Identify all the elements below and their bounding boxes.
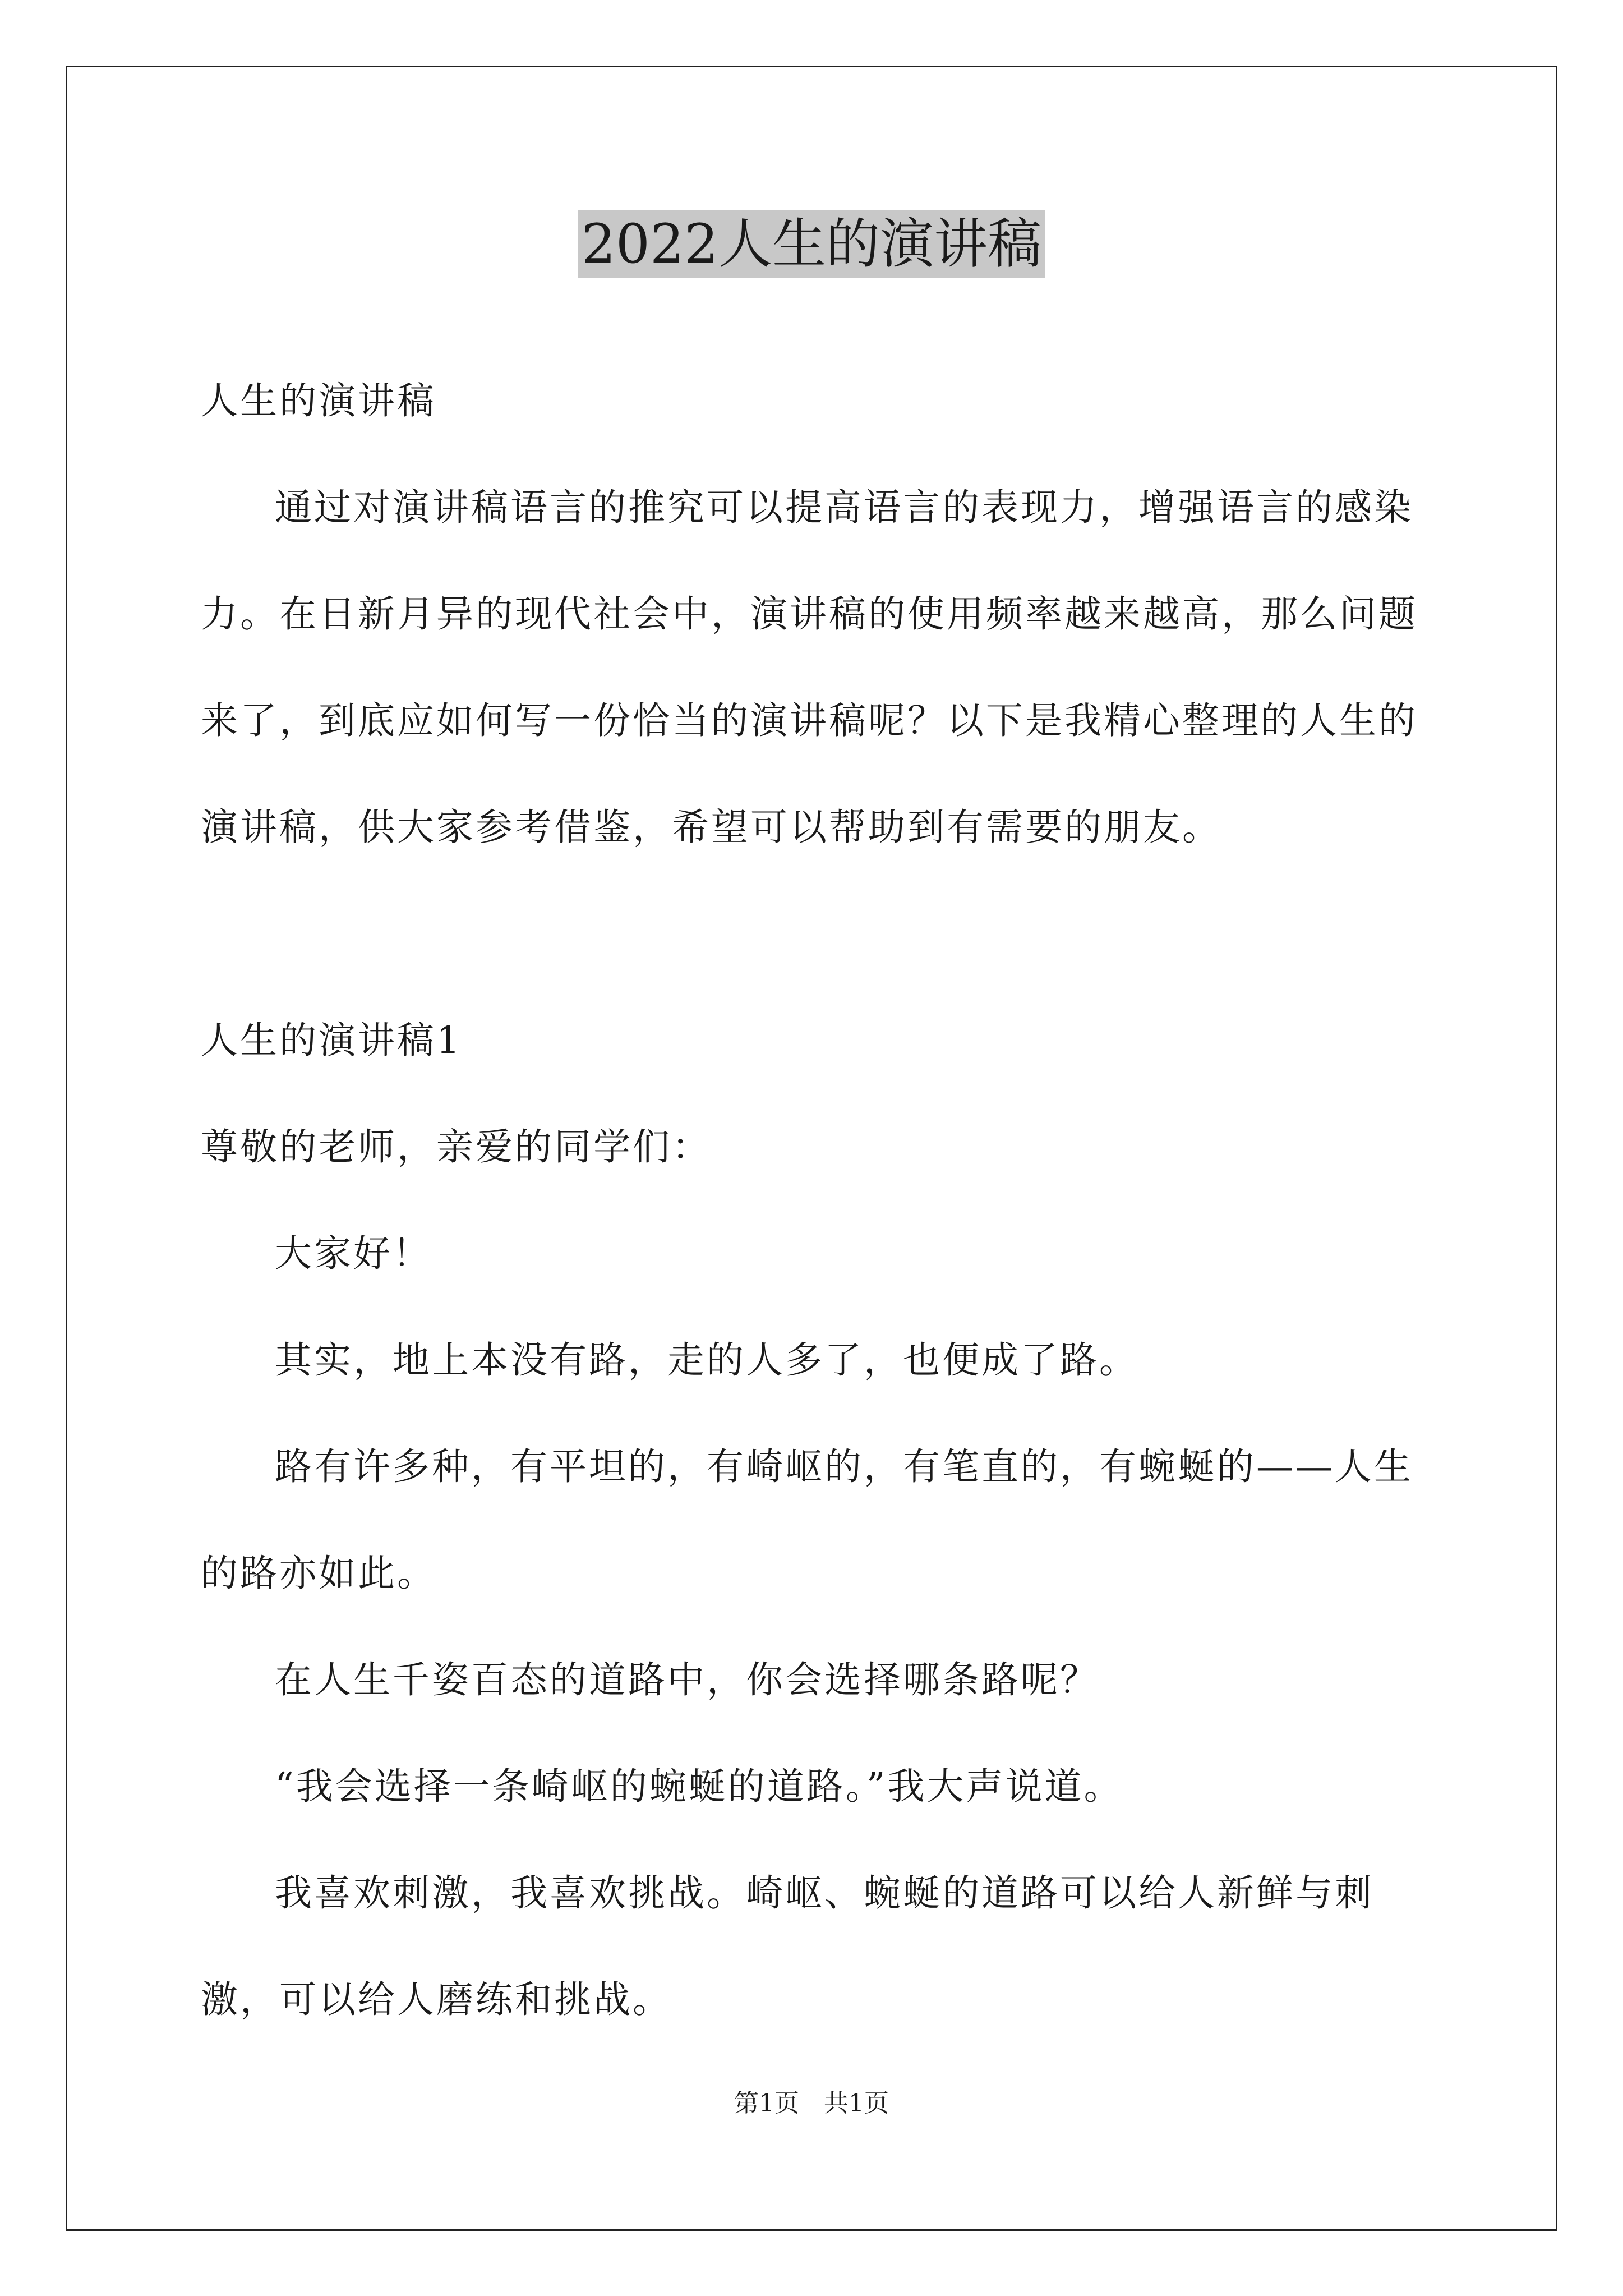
- document-body: [201, 348, 1435, 2053]
- title-highlight: 2022人生的演讲稿: [578, 210, 1045, 278]
- body-paragraph: 我喜欢刺激，我喜欢挑战。崎岖、蜿蜒的道路可以给人新鲜与刺激，可以给人磨练和挑战。: [201, 1871, 1374, 2021]
- intro-paragraph: 通过对演讲稿语言的推究可以提高语言的表现力，增强语言的感染力。在日新月异的现代社会中，演讲稿的使用频率越来越高，那么问题来了，到底应如何写一份恰当的演讲稿呢？以下是我精心整理的人生的演讲稿，供大家参考借鉴，希望可以帮助到有需要的朋友。: [201, 486, 1418, 849]
- body-paragraph: 在人生千姿百态的道路中，你会选择哪条路呢？: [275, 1658, 1099, 1701]
- document-title: [0, 208, 1623, 280]
- greeting: 大家好！: [275, 1232, 432, 1275]
- body-paragraph: 其实，地上本没有路，走的人多了，也便成了路。: [275, 1338, 1138, 1382]
- body-paragraph: 路有许多种，有平坦的，有崎岖的，有笔直的，有蜿蜒的——人生的路亦如此。: [201, 1445, 1413, 1595]
- subtitle: 人生的演讲稿: [201, 379, 436, 422]
- page-number: 第1页 共1页: [734, 2089, 889, 2118]
- body-paragraph: “我会选择一条崎岖的蜿蜒的道路。”我大声说道。: [275, 1765, 1123, 1808]
- salutation: 尊敬的老师，亲爱的同学们：: [201, 1125, 711, 1168]
- section-heading: 人生的演讲稿1: [201, 1019, 462, 1062]
